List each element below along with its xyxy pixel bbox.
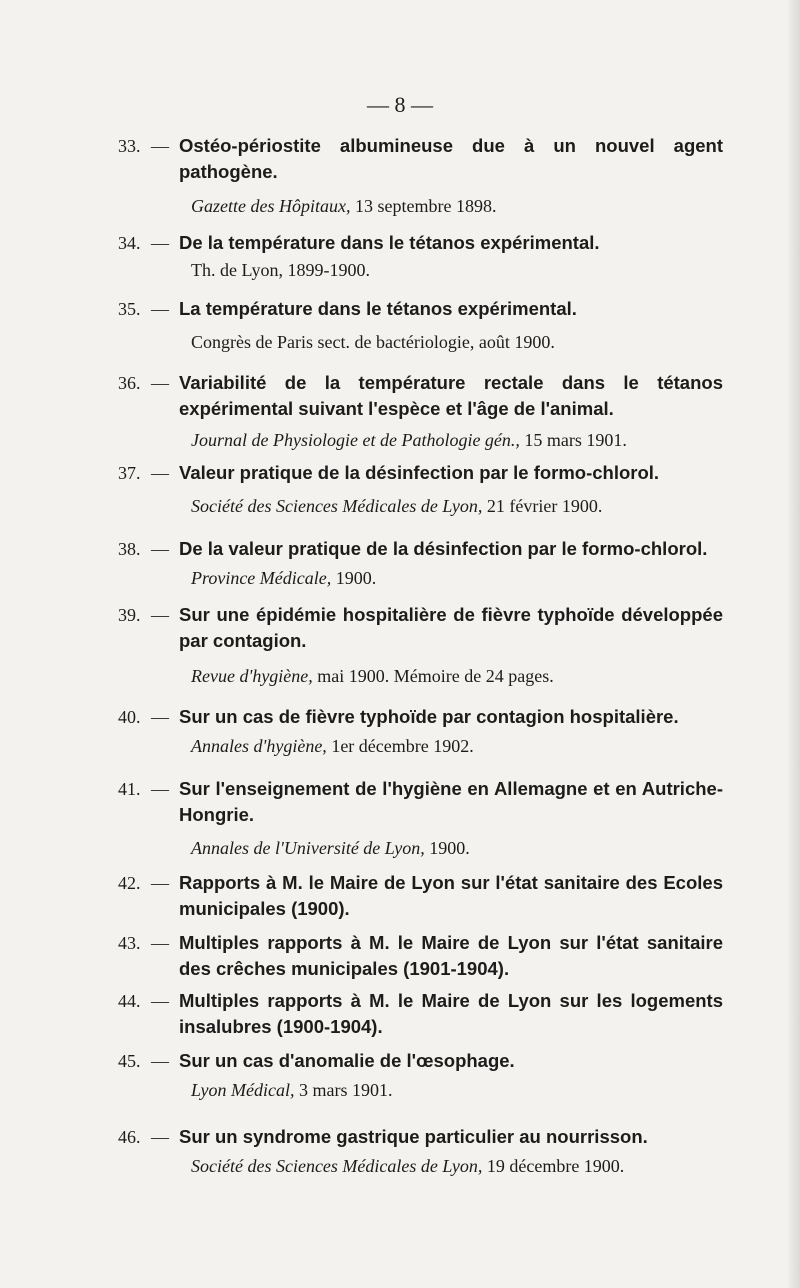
entry-dash: — xyxy=(151,779,169,799)
entry-title: Variabilité de la température rectale dans le tétanos expérimental suivant l'espèce et l'âge de l'animal. xyxy=(179,372,723,419)
source-date: Congrès de Paris sect. de bactériologie, août 1900. xyxy=(191,332,555,352)
entry-number: 38. xyxy=(118,539,141,559)
entry-title: Multiples rapports à M. le Maire de Lyon sur les logements insalubres (1900-1904). xyxy=(179,990,723,1037)
entry-title: Multiples rapports à M. le Maire de Lyon sur l'état sanitaire des crêches municipales (1901-1904). xyxy=(179,932,723,979)
source-journal: Revue d'hygiène, xyxy=(191,666,313,686)
entry-number: 36. xyxy=(118,373,141,393)
entry-source xyxy=(191,664,731,688)
entry-dash: — xyxy=(151,539,169,559)
source-journal: Société des Sciences Médicales de Lyon, xyxy=(191,496,483,516)
source-journal: Province Médicale, xyxy=(191,568,332,588)
entry-source xyxy=(191,1078,731,1102)
entry-number: 41. xyxy=(118,779,141,799)
entry-number: 33. xyxy=(118,136,141,156)
entry-dash: — xyxy=(151,463,169,483)
entry-dash: — xyxy=(151,707,169,727)
source-date: 1er décembre 1902. xyxy=(326,736,474,756)
source-date: 15 mars 1901. xyxy=(519,430,627,450)
source-date: 1900. xyxy=(331,568,377,588)
entry-title: Sur une épidémie hospitalière de fièvre typhoïde développée par contagion. xyxy=(179,604,723,651)
entry-number: 40. xyxy=(118,707,141,727)
entry-dash: — xyxy=(151,933,169,953)
entry-title: La température dans le tétanos expérimental. xyxy=(179,298,577,319)
entry-source xyxy=(191,836,731,860)
source-journal: Journal de Physiologie et de Pathologie gén., xyxy=(191,430,520,450)
page-number: — 8 — xyxy=(367,92,433,117)
entry-source xyxy=(191,1154,731,1178)
entry-title: De la température dans le tétanos expérimental. xyxy=(179,232,600,253)
entry-number: 46. xyxy=(118,1127,141,1147)
entry-number: 45. xyxy=(118,1051,141,1071)
entry-number: 35. xyxy=(118,299,141,319)
source-date: 21 février 1900. xyxy=(482,496,603,516)
entry-title: Sur un syndrome gastrique particulier au nourrisson. xyxy=(179,1126,648,1147)
entry-source xyxy=(191,330,731,354)
entry-dash: — xyxy=(151,991,169,1011)
source-date: Th. de Lyon, 1899-1900. xyxy=(191,260,370,280)
entry-dash: — xyxy=(151,299,169,319)
entry-title: Ostéo-périostite albumineuse due à un nouvel agent pathogène. xyxy=(179,135,723,182)
source-journal: Lyon Médical, xyxy=(191,1080,295,1100)
source-journal: Annales de l'Université de Lyon, xyxy=(191,838,425,858)
source-date: mai 1900. Mémoire de 24 pages. xyxy=(312,666,554,686)
entry-source xyxy=(191,734,731,758)
entry-source xyxy=(191,258,731,282)
entry-source xyxy=(191,194,731,218)
entry-dash: — xyxy=(151,233,169,253)
entry-source xyxy=(191,428,731,452)
entry-number: 34. xyxy=(118,233,141,253)
entry-number: 44. xyxy=(118,991,141,1011)
entry-title: Rapports à M. le Maire de Lyon sur l'état sanitaire des Ecoles municipales (1900). xyxy=(179,872,723,919)
entry-title: De la valeur pratique de la désinfection par le formo-chlorol. xyxy=(179,538,708,559)
entry-dash: — xyxy=(151,605,169,625)
entry-source xyxy=(191,494,731,518)
source-date: 13 septembre 1898. xyxy=(350,196,497,216)
source-date: 3 mars 1901. xyxy=(294,1080,393,1100)
entry-number: 39. xyxy=(118,605,141,625)
entry-title: Valeur pratique de la désinfection par le formo-chlorol. xyxy=(179,462,660,483)
source-journal: Annales d'hygiène, xyxy=(191,736,327,756)
entry-source xyxy=(191,566,731,590)
entry-dash: — xyxy=(151,136,169,156)
entry-number: 42. xyxy=(118,873,141,893)
entry-dash: — xyxy=(151,1051,169,1071)
page-edge-shadow xyxy=(786,0,800,1288)
entry-title: Sur un cas d'anomalie de l'œsophage. xyxy=(179,1050,515,1071)
entry-dash: — xyxy=(151,373,169,393)
source-journal: Société des Sciences Médicales de Lyon, xyxy=(191,1156,483,1176)
entry-number: 43. xyxy=(118,933,141,953)
source-journal: Gazette des Hôpitaux, xyxy=(191,196,351,216)
entry-title: Sur l'enseignement de l'hygiène en Allemagne et en Autriche-Hongrie. xyxy=(179,778,723,825)
entry-title: Sur un cas de fièvre typhoïde par contagion hospitalière. xyxy=(179,706,679,727)
source-date: 19 décembre 1900. xyxy=(482,1156,625,1176)
entry-dash: — xyxy=(151,1127,169,1147)
entry-dash: — xyxy=(151,873,169,893)
entry-number: 37. xyxy=(118,463,141,483)
source-date: 1900. xyxy=(424,838,470,858)
